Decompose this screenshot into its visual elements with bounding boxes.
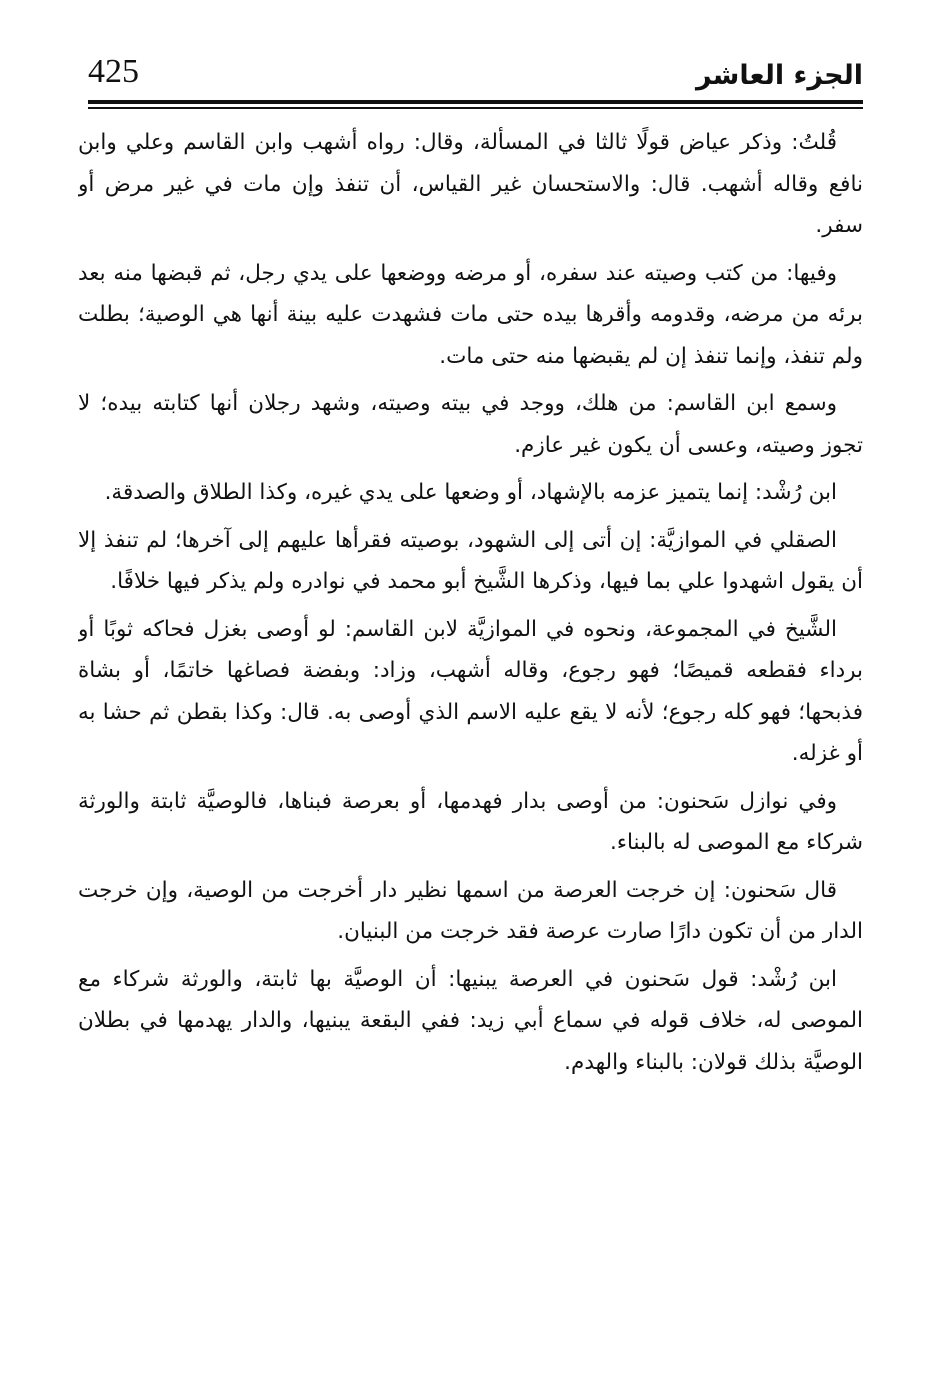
page-number: 425 bbox=[88, 53, 139, 90]
paragraph: قال سَحنون: إن خرجت العرصة من اسمها نظير دار أخرجت من الوصية، وإن خرجت الدار من أن تكون دارًا صارت عرصة فقد خرجت من البنيان. bbox=[78, 877, 863, 944]
running-title: الجزء العاشر bbox=[696, 60, 863, 91]
header-rule-thick bbox=[88, 100, 863, 104]
header-rule-thin bbox=[88, 107, 863, 109]
paragraph: وسمع ابن القاسم: من هلك، ووجد في بيته وصيته، وشهد رجلان أنها كتابته بيده؛ لا تجوز وصيته، وعسى أن يكون غير عازم. bbox=[78, 391, 863, 458]
paragraph: قُلتُ: وذكر عياض قولًا ثالثا في المسألة، وقال: رواه أشهب وابن القاسم وعلي وابن نافع وقاله أشهب. قال: والاستحسان غير القياس، أن تنفذ وإن مات في غير مرض أو سفر. bbox=[78, 130, 863, 238]
paragraph: الصقلي في الموازيَّة: إن أتى إلى الشهود، بوصيته فقرأها عليهم إلى آخرها؛ لم تنفذ إلا أن يقول اشهدوا علي بما فيها، وذكرها الشَّيخ أبو محمد في نوادره ولم يذكر فيها خلافًا. bbox=[78, 527, 863, 594]
paragraph: الشَّيخ في المجموعة، ونحوه في الموازيَّة لابن القاسم: لو أوصى بغزل فحاكه ثوبًا أو برداء فقطعه قميصًا؛ فهو رجوع، وقاله أشهب، وزاد: وبفضة فصاغها خاتمًا، أو بشاة فذبحها؛ فهو كله رجوع؛ لأنه لا يقع عليه الاسم الذي أوصى به. قال: وكذا بقطن ثم حشا به أو غزله. bbox=[78, 616, 863, 766]
page-header bbox=[88, 50, 863, 100]
paragraph: ابن رُشْد: إنما يتميز عزمه بالإشهاد، أو وضعها على يدي غيره، وكذا الطلاق والصدقة. bbox=[104, 480, 837, 505]
paragraph: ابن رُشْد: قول سَحنون في العرصة يبنيها: أن الوصيَّة بها ثابتة، والورثة شركاء مع الموصى له، خلاف قوله في سماع أبي زيد: ففي البقعة يبنيها، والدار يهدمها في بطلان الوصيَّة بذلك قولان: بالبناء والهدم. bbox=[78, 966, 863, 1075]
page-body bbox=[78, 122, 863, 1372]
paragraph: وفي نوازل سَحنون: من أوصى بدار فهدمها، أو بعرصة فبناها، فالوصيَّة ثابتة والورثة شركاء مع الموصى له بالبناء. bbox=[78, 788, 863, 855]
paragraph: وفيها: من كتب وصيته عند سفره، أو مرضه ووضعها على يدي رجل، ثم قبضها منه بعد برئه من مرضه، وقدومه وأقرها بيده حتى مات فشهدت عليه بينة أنها هي الوصية؛ بطلت ولم تنفذ، وإنما تنفذ إن لم يقبضها منه حتى مات. bbox=[78, 260, 863, 369]
